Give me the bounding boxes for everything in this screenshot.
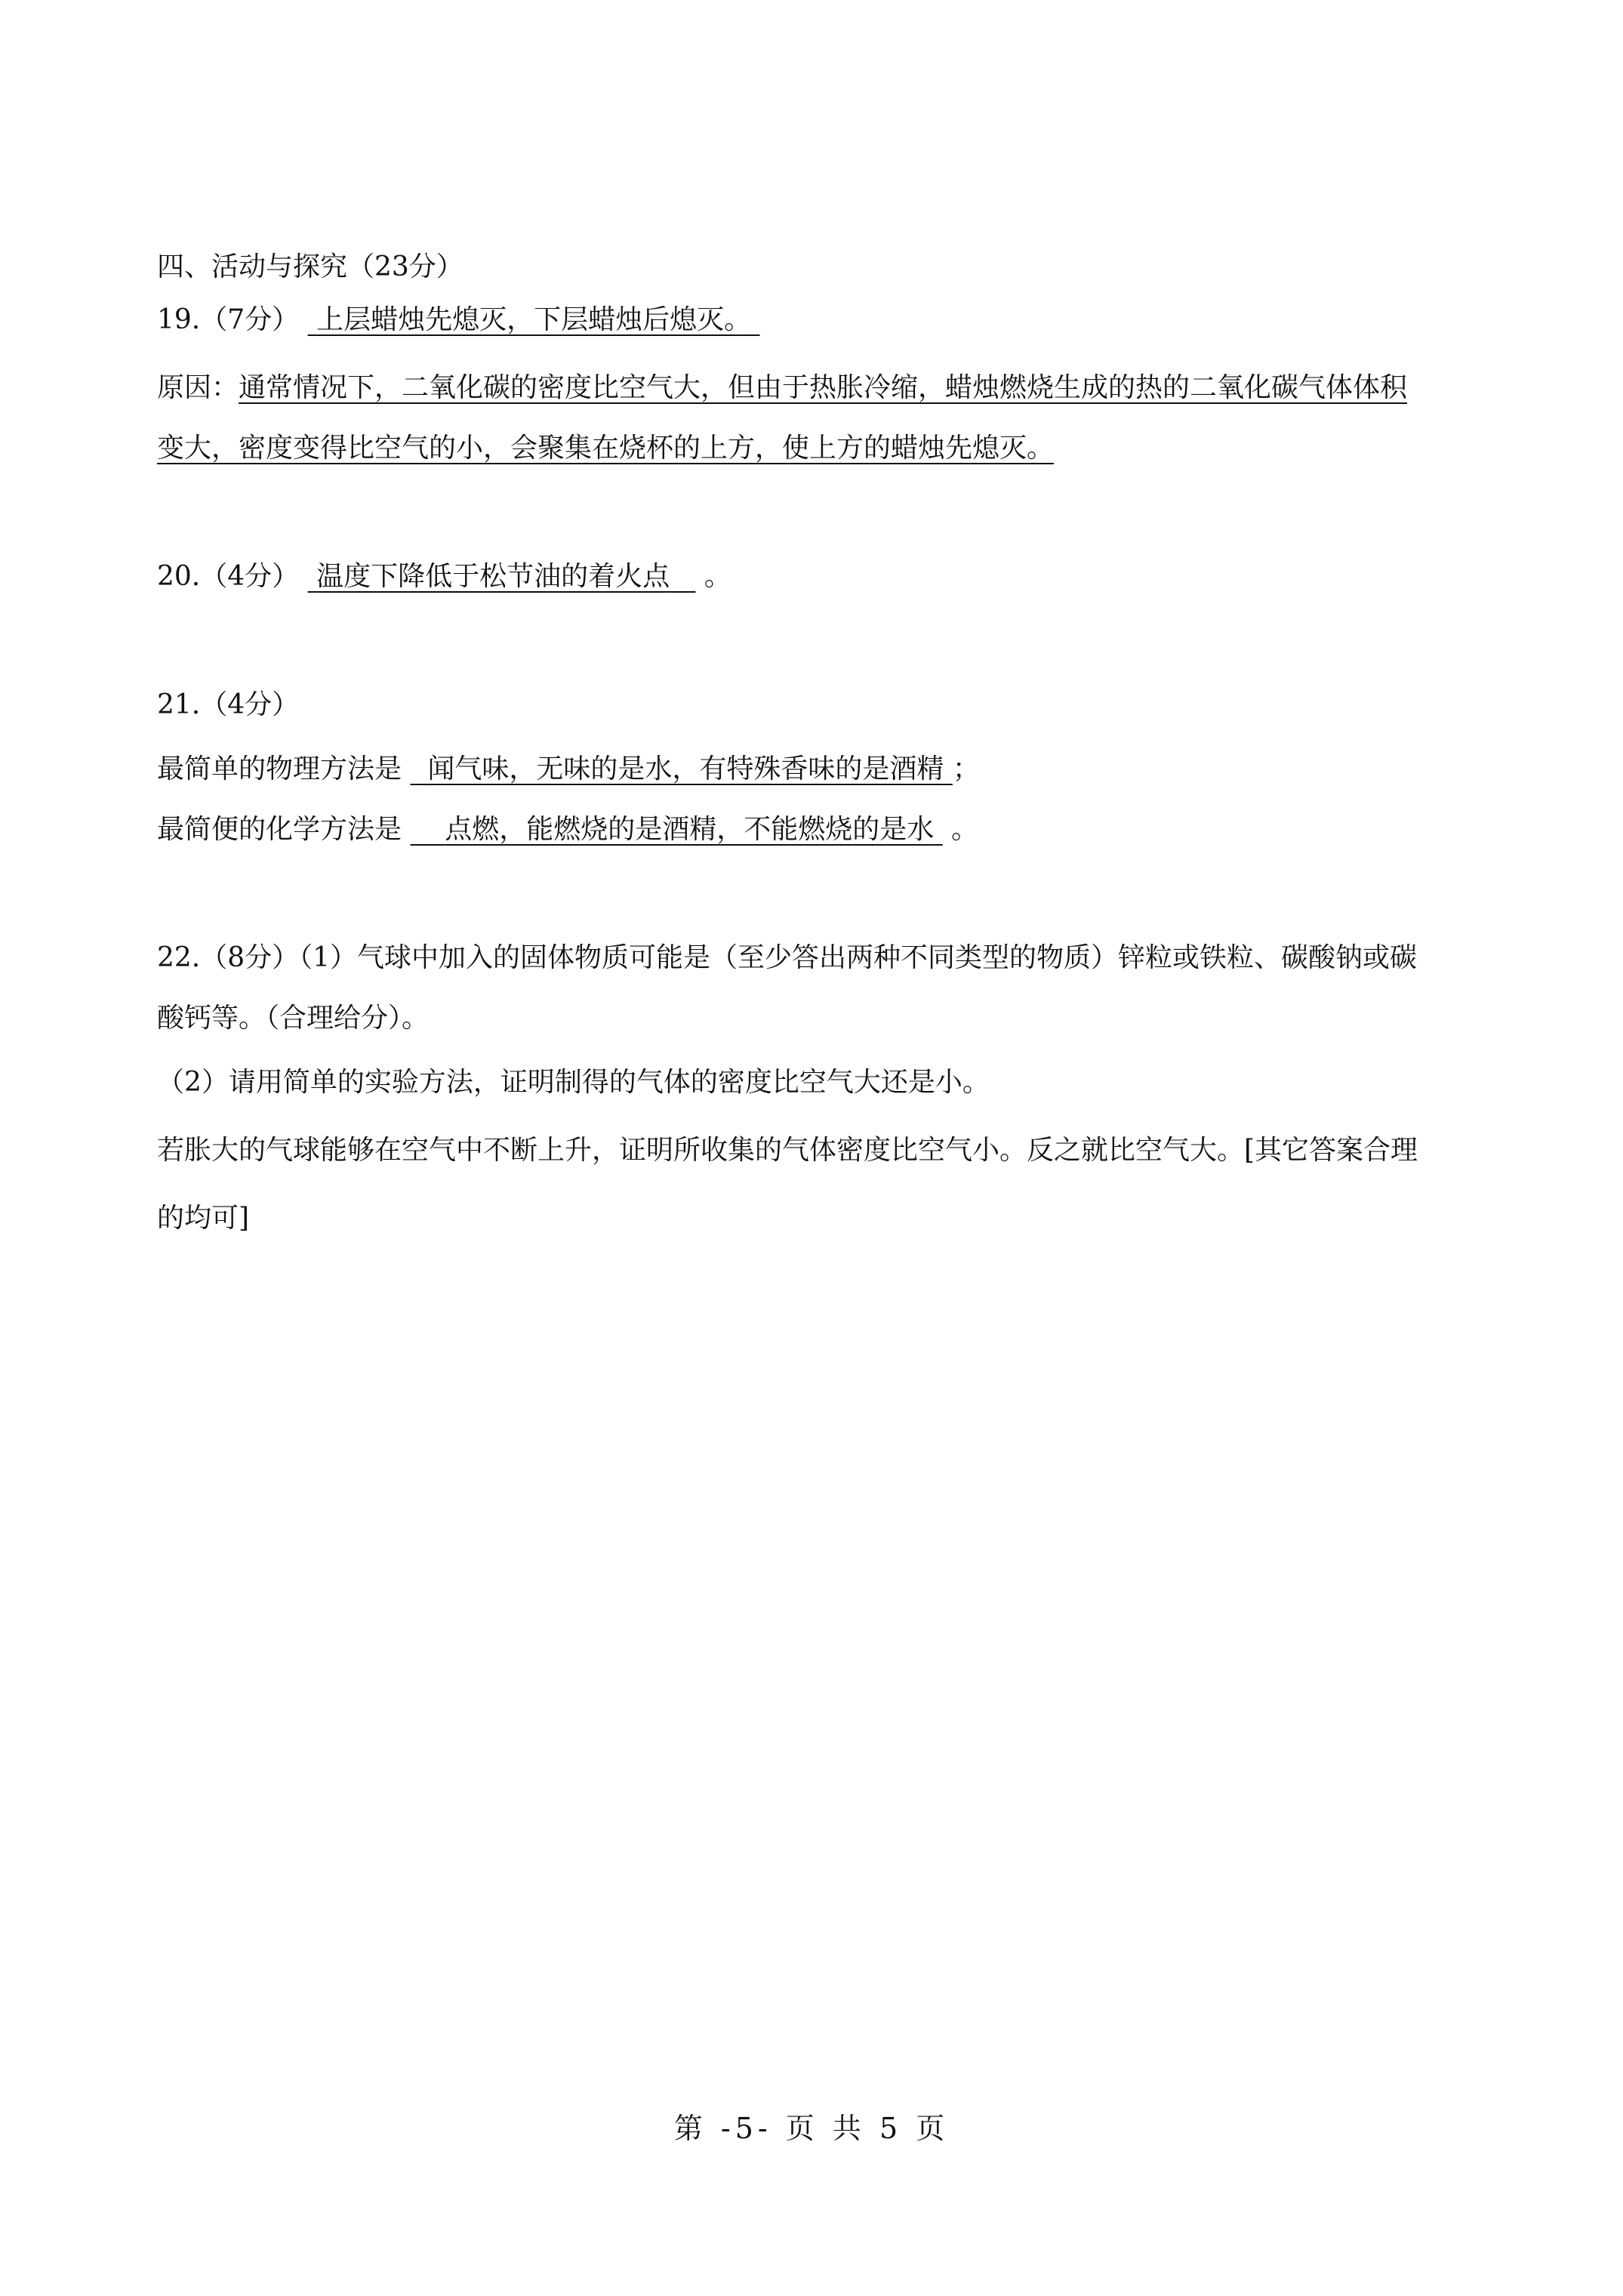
q21-chemical-end: 。 [951,814,979,845]
q22-line4: 若胀大的气球能够在空气中不断上升，证明所收集的气体密度比空气小。反之就比空气大。[其它答案合理 [157,1135,1418,1166]
q22-line5: 的均可] [157,1203,250,1234]
q21-label: 21.（4分） [157,689,300,720]
q19-reason-text1: 通常情况下，二氧化碳的密度比空气大，但由于热胀冷缩，蜡烛燃烧生成的热的二氧化碳气体体积 [239,372,1408,403]
q21-physical-line [157,751,1487,787]
q21-chemical-answer: 点燃，能燃烧的是酒精，不能燃烧的是水 [445,814,935,845]
q22-line2: 酸钙等。（合理给分）。 [157,1003,430,1034]
q21-physical-prefix: 最简单的物理方法是 [157,754,402,784]
page-footer: 第 -5- 页 共 5 页 [673,2112,950,2145]
q19-reason-line1 [157,370,1487,406]
q21-physical-answer: 闻气味，无味的是水，有特殊香味的是酒精 [427,754,944,784]
q20-label: 20.（4分） [157,561,300,592]
q20-line [157,559,1487,595]
q19-answer: 上层蜡烛先熄灭，下层蜡烛后熄灭。 [316,304,752,335]
q19-reason-text2: 变大，密度变得比空气的小，会聚集在烧杯的上方，使上方的蜡烛先熄灭。 [157,433,1055,464]
q21-physical-end: ； [952,754,980,784]
q20-end: 。 [704,561,731,592]
q21-chemical-line [157,812,1487,848]
q22-line1: 22.（8分）（1）气球中加入的固体物质可能是（至少答出两种不同类型的物质）锌粒或铁粒、碳酸钠或碳 [157,942,1418,973]
q19-reason-label: 原因： [157,372,239,403]
section-title: 四、活动与探究（23分） [157,251,463,282]
q19-line [157,302,1487,338]
q22-line3: （2）请用简单的实验方法，证明制得的气体的密度比空气大还是小。 [157,1067,990,1098]
q19-reason-line2 [157,430,1487,467]
q21-chemical-prefix: 最简便的化学方法是 [157,814,402,845]
q19-label: 19.（7分） [157,304,300,335]
q20-answer: 温度下降低于松节油的着火点 [316,561,670,592]
